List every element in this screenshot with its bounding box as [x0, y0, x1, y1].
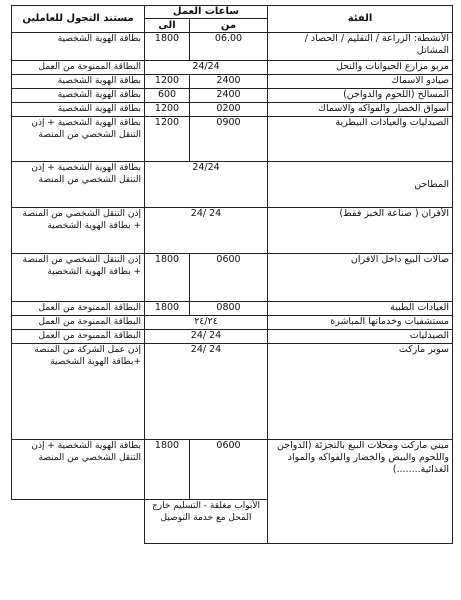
table-row [12, 302, 453, 316]
document-cell: بطاقة الهوية الشخصية [12, 103, 145, 117]
category-cell: صالات البيع داخل الافران [268, 254, 453, 302]
document-cell: إذن عمل الشركة من المنصة +بطاقة الهوية الشخصية [12, 344, 145, 440]
from-cell: 0200 [190, 103, 268, 117]
category-cell: المسالخ (اللحوم والدواجن) [268, 89, 453, 103]
from-cell: 2400 [190, 75, 268, 89]
table-row [12, 344, 453, 440]
hours-cell: 24 /24 [145, 344, 268, 440]
document-cell: البطاقة الممنوحة من العمل [12, 61, 145, 75]
to-cell: 1800 [145, 302, 190, 316]
to-cell: 1200 [145, 75, 190, 89]
hours-cell: ٢٤/٢٤ [145, 316, 268, 330]
table-row [12, 61, 453, 75]
category-cell: الصيدليات والعيادات البيطرية [268, 117, 453, 162]
table-row [12, 75, 453, 89]
from-cell: 0600 [190, 254, 268, 302]
to-cell: 1800 [145, 254, 190, 302]
table-row [12, 440, 453, 500]
note-cell: الأبواب مغلقة - التسليم خارج المحل مع خدمة التوصيل [145, 500, 268, 544]
category-cell: العيادات الطبية [268, 302, 453, 316]
document-cell: إذن التنقل الشخصي من المنصة + بطاقة الهوية الشخصية [12, 254, 145, 302]
to-cell: 1800 [145, 440, 190, 500]
hours-cell: 24/24 [145, 61, 268, 75]
table-row [12, 103, 453, 117]
document-cell: بطاقة الهوية الشخصية + إذن التنقل الشخصي من المنصة [12, 117, 145, 162]
document-cell: البطاقة الممنوحة من العمل [12, 302, 145, 316]
category-cell: المطاحن [268, 162, 453, 208]
empty-cell [12, 500, 145, 544]
category-cell: الصيدليات [268, 330, 453, 344]
hours-cell: 24 /24 [145, 208, 268, 254]
category-cell: سوبر ماركت [268, 344, 453, 440]
header-to: الى [145, 19, 190, 33]
from-cell: 0600 [190, 440, 268, 500]
hours-cell: 24 /24 [145, 330, 268, 344]
category-cell: مستشفيات وخدماتها المباشرة [268, 316, 453, 330]
document-cell: البطاقة الممنوحة من العمل [12, 316, 145, 330]
table-row [12, 208, 453, 254]
category-cell: أسواق الخضار والفواكه والاسماك [268, 103, 453, 117]
from-cell: 0800 [190, 302, 268, 316]
header-document: مستند التجول للعاملين [12, 6, 145, 33]
document-cell: بطاقة الهوية الشخصية + إذن التنقل الشخصي من المنصة [12, 162, 145, 208]
header-from: من [190, 19, 268, 33]
table-row [12, 89, 453, 103]
to-cell: 1200 [145, 103, 190, 117]
from-cell: 0900 [190, 117, 268, 162]
to-cell: 1800 [145, 33, 190, 61]
permits-table [11, 5, 453, 544]
table-row [12, 117, 453, 162]
to-cell: 600 [145, 89, 190, 103]
table-row [12, 162, 453, 208]
category-cell: ميني ماركت ومحلات البيع بالتجزئة (الدواجن واللحوم والبيض والخضار والفواكه والمواد الغذائية........) [268, 440, 453, 544]
document-cell: البطاقة الممنوحة من العمل [12, 330, 145, 344]
category-cell: الأفران ( صناعة الخبز فقط) [268, 208, 453, 254]
from-cell: 06.00 [190, 33, 268, 61]
header-category: الفئة [268, 6, 453, 33]
category-cell: مربو مزارع الحيوانات والنحل [268, 61, 453, 75]
category-cell: الأنشطة: الزراعة / التقليم / الحصاد / المشاتل [268, 33, 453, 61]
table-row [12, 33, 453, 61]
document-cell: بطاقة الهوية الشخصية [12, 33, 145, 61]
to-cell: 1200 [145, 117, 190, 162]
category-cell: صيادو الاسماك [268, 75, 453, 89]
table-row [12, 254, 453, 302]
document-cell: بطاقة الهوية الشخصية + إذن التنقل الشخصي من المنصة [12, 440, 145, 500]
hours-cell: 24/24 [145, 162, 268, 208]
document-cell: بطاقة الهوية الشخصية [12, 89, 145, 103]
header-working-hours: ساعات العمل [145, 6, 268, 19]
table-row [12, 330, 453, 344]
document-cell: بطاقة الهوية الشخصية [12, 75, 145, 89]
table-row [12, 316, 453, 330]
document-cell: إذن التنقل الشخصي من المنصة + بطاقة الهوية الشخصية [12, 208, 145, 254]
from-cell: 2400 [190, 89, 268, 103]
